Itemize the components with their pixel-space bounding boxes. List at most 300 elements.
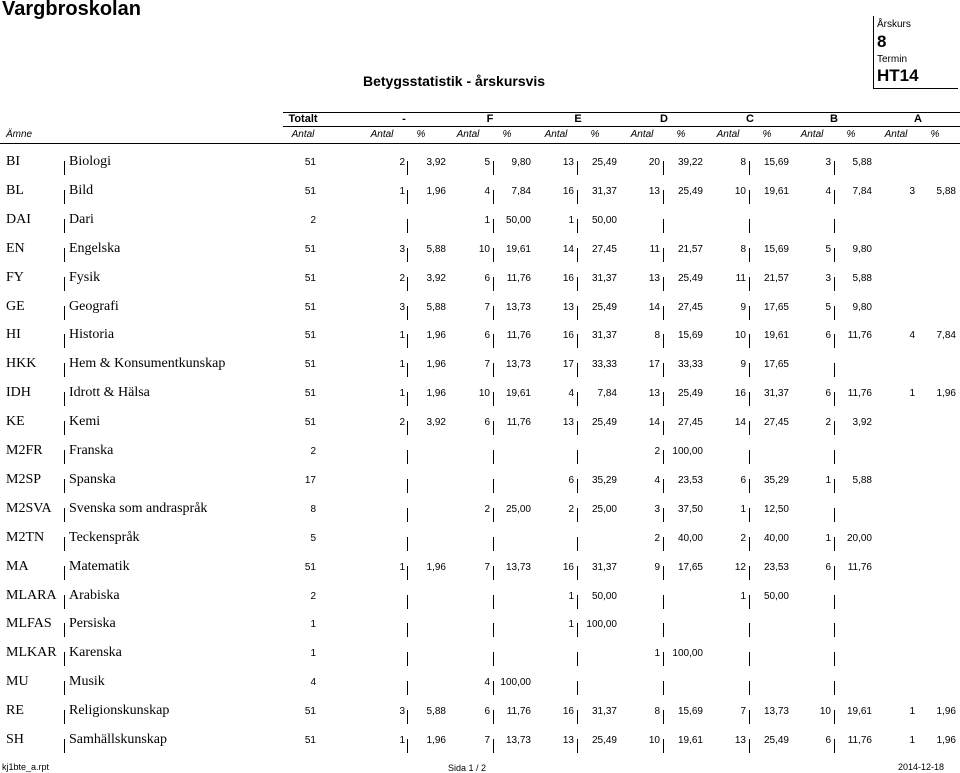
grade-count: 11: [649, 243, 660, 255]
row-separator: [834, 479, 835, 493]
grade-percent: 35,29: [763, 474, 789, 486]
row-separator: [834, 392, 835, 406]
row-separator: [749, 334, 750, 348]
row-total: 4: [310, 677, 316, 689]
row-separator: [749, 392, 750, 406]
grade-header-3: D: [660, 113, 668, 125]
grade-percent: 3,92: [426, 417, 446, 429]
grade-count: 9: [740, 359, 746, 371]
grade-count: 20: [648, 157, 660, 168]
grade-count: 8: [654, 330, 660, 342]
row-separator: [749, 623, 750, 637]
grade-percent: 11,76: [847, 330, 872, 342]
header-bottom-rule: [0, 143, 960, 144]
grade-percent: 40,00: [677, 532, 703, 544]
row-code: M2TN: [6, 529, 45, 545]
row-separator: [493, 537, 494, 551]
row-separator: [64, 623, 65, 637]
row-separator: [663, 710, 664, 724]
row-separator: [493, 652, 494, 666]
row-code: MLFAS: [6, 616, 52, 632]
grade-count: 9: [654, 561, 660, 573]
row-separator: [493, 450, 494, 464]
row-name: Arabiska: [69, 587, 120, 603]
row-total: 51: [304, 388, 316, 400]
grade-count: 1: [654, 648, 660, 660]
grade-percent: 1,96: [426, 185, 446, 197]
grade-count: 3: [909, 185, 915, 197]
row-total: 51: [304, 185, 316, 197]
row-separator: [834, 363, 835, 377]
row-separator: [577, 219, 578, 233]
grade-count: 1: [568, 214, 574, 226]
grade-count: 6: [825, 330, 831, 342]
grade-count: 2: [484, 503, 490, 515]
grade-count: 13: [562, 735, 574, 746]
year-value: 8: [877, 32, 887, 51]
grade-percent: 3,92: [426, 272, 446, 284]
grade-percent: 7,84: [852, 185, 872, 197]
row-separator: [493, 334, 494, 348]
grade-percent: 27,45: [591, 243, 617, 255]
row-separator: [493, 681, 494, 695]
row-separator: [663, 623, 664, 637]
grade-percent: 13,73: [505, 301, 531, 313]
row-code: IDH: [6, 385, 31, 401]
row-separator: [407, 421, 408, 435]
row-separator: [663, 566, 664, 580]
row-separator: [493, 363, 494, 377]
row-separator: [834, 190, 835, 204]
grade-count: 8: [654, 706, 660, 718]
grade-count: 7: [484, 301, 490, 313]
grade-count: 16: [734, 388, 746, 400]
row-name: Engelska: [69, 240, 121, 256]
row-total: 51: [304, 243, 316, 255]
row-separator: [749, 595, 750, 609]
row-name: Kemi: [69, 414, 101, 430]
grade-percent: 25,49: [591, 417, 617, 429]
row-name: Spanska: [69, 471, 116, 487]
grade-percent: 5,88: [852, 474, 872, 486]
row-code: MA: [6, 558, 29, 574]
count-header-3: Antal: [630, 129, 654, 140]
row-separator: [577, 566, 578, 580]
grade-count: 1: [909, 388, 915, 400]
grade-count: 8: [740, 243, 746, 255]
row-separator: [407, 306, 408, 320]
grade-percent: 13,73: [505, 561, 531, 573]
row-separator: [407, 739, 408, 753]
row-separator: [663, 479, 664, 493]
row-separator: [577, 739, 578, 753]
grade-header-6: A: [914, 113, 922, 125]
row-total: 2: [310, 590, 316, 602]
row-separator: [834, 710, 835, 724]
row-separator: [663, 248, 664, 262]
row-separator: [577, 161, 578, 175]
row-separator: [407, 566, 408, 580]
grade-count: 7: [484, 561, 490, 573]
row-separator: [407, 710, 408, 724]
row-separator: [493, 219, 494, 233]
grade-count: 10: [478, 388, 490, 400]
grade-count: 13: [734, 735, 746, 746]
subject-header: Ämne: [6, 129, 33, 140]
row-total: 51: [304, 330, 316, 342]
grade-count: 2: [399, 417, 405, 429]
row-name: Hem & Konsumentkunskap: [69, 356, 226, 372]
grade-percent: 25,49: [591, 157, 617, 168]
row-separator: [577, 537, 578, 551]
row-separator: [749, 161, 750, 175]
row-separator: [663, 450, 664, 464]
grade-count: 8: [740, 157, 746, 168]
row-separator: [64, 161, 65, 175]
row-total: 51: [304, 561, 316, 573]
grade-count: 16: [562, 185, 574, 197]
grade-percent: 11,76: [847, 388, 872, 400]
grade-count: 6: [484, 706, 490, 718]
row-name: Biologi: [69, 154, 112, 169]
row-name: Franska: [69, 443, 114, 458]
row-separator: [407, 479, 408, 493]
row-separator: [577, 363, 578, 377]
row-separator: [834, 595, 835, 609]
grade-percent: 12,50: [763, 503, 789, 515]
grade-percent: 23,53: [677, 474, 703, 486]
grade-percent: 1,96: [426, 388, 446, 400]
grade-percent: 19,61: [505, 243, 531, 255]
grade-count: 1: [568, 590, 574, 602]
row-separator: [749, 652, 750, 666]
row-total: 51: [304, 417, 316, 429]
row-total: 51: [304, 735, 316, 746]
grade-percent: 13,73: [505, 359, 531, 371]
grade-percent: 15,69: [763, 243, 789, 255]
row-separator: [407, 190, 408, 204]
row-separator: [749, 508, 750, 522]
grade-count: 3: [399, 301, 405, 313]
grade-percent: 9,80: [852, 243, 872, 255]
row-separator: [64, 277, 65, 291]
row-name: Teckenspråk: [69, 529, 140, 545]
row-separator: [64, 306, 65, 320]
row-separator: [749, 421, 750, 435]
grade-count: 17: [562, 359, 574, 371]
row-separator: [834, 681, 835, 695]
grade-count: 16: [562, 561, 574, 573]
grade-percent: 100,00: [672, 446, 703, 457]
grade-percent: 31,37: [591, 330, 617, 342]
row-separator: [407, 161, 408, 175]
grade-count: 4: [909, 330, 915, 342]
row-code: RE: [6, 703, 24, 719]
grade-count: 3: [825, 272, 831, 284]
row-total: 1: [310, 619, 316, 631]
row-separator: [493, 277, 494, 291]
grade-count: 1: [909, 735, 915, 746]
grade-percent: 100,00: [586, 619, 617, 631]
grade-count: 13: [562, 301, 574, 313]
grade-count: 10: [478, 243, 490, 255]
grade-percent: 35,29: [591, 474, 617, 486]
row-separator: [64, 595, 65, 609]
row-separator: [407, 248, 408, 262]
grade-percent: 31,37: [591, 561, 617, 573]
row-separator: [64, 190, 65, 204]
grade-percent: 17,65: [763, 359, 789, 371]
grade-percent: 31,37: [591, 706, 617, 718]
row-separator: [407, 681, 408, 695]
count-header-2: Antal: [544, 129, 568, 140]
percent-header-2: %: [590, 129, 600, 140]
row-code: M2SVA: [6, 500, 52, 516]
grade-percent: 37,50: [677, 503, 703, 515]
term-label: Termin: [877, 54, 908, 65]
row-separator: [64, 248, 65, 262]
grade-count: 5: [825, 301, 831, 313]
grade-count: 4: [568, 388, 574, 400]
row-separator: [64, 450, 65, 464]
row-separator: [493, 479, 494, 493]
grade-percent: 15,69: [677, 706, 703, 718]
count-header-5: Antal: [800, 129, 824, 140]
grade-count: 3: [399, 706, 405, 718]
row-separator: [407, 652, 408, 666]
grade-percent: 50,00: [763, 590, 789, 602]
row-separator: [663, 508, 664, 522]
grade-count: 1: [825, 474, 831, 486]
row-code: SH: [6, 732, 24, 747]
row-separator: [493, 566, 494, 580]
row-separator: [834, 161, 835, 175]
percent-header-6: %: [930, 129, 940, 140]
row-separator: [64, 566, 65, 580]
grade-header-0: -: [402, 113, 406, 125]
row-separator: [493, 248, 494, 262]
grade-percent: 11,76: [506, 330, 531, 342]
grade-percent: 20,00: [846, 532, 872, 544]
grade-count: 16: [562, 330, 574, 342]
grade-percent: 3,92: [852, 417, 872, 429]
row-separator: [577, 479, 578, 493]
row-separator: [749, 739, 750, 753]
grade-percent: 19,61: [677, 735, 703, 746]
grade-percent: 7,84: [936, 330, 956, 342]
row-separator: [493, 739, 494, 753]
grade-count: 4: [484, 185, 490, 197]
row-code: KE: [6, 414, 25, 430]
row-total: 1: [310, 648, 316, 660]
grade-count: 3: [399, 243, 405, 255]
row-code: HI: [6, 327, 21, 343]
total-count-header: Antal: [291, 129, 315, 140]
grade-percent: 1,96: [426, 561, 446, 573]
row-total: 5: [310, 532, 316, 544]
grade-percent: 1,96: [426, 359, 446, 371]
row-separator: [749, 566, 750, 580]
grade-percent: 1,96: [936, 735, 956, 746]
row-total: 2: [310, 214, 316, 226]
row-separator: [749, 306, 750, 320]
row-total: 2: [310, 446, 316, 457]
grade-count: 4: [654, 474, 660, 486]
row-separator: [407, 334, 408, 348]
row-separator: [407, 219, 408, 233]
row-total: 17: [304, 474, 316, 486]
row-name: Fysik: [69, 269, 101, 285]
grade-count: 6: [825, 388, 831, 400]
grade-count: 5: [484, 157, 490, 168]
grade-percent: 27,45: [763, 417, 789, 429]
row-name: Religionskunskap: [69, 703, 170, 719]
row-separator: [577, 421, 578, 435]
row-total: 51: [304, 706, 316, 718]
row-separator: [407, 450, 408, 464]
header-mid-rule: [283, 126, 960, 127]
grade-header-5: B: [830, 113, 838, 125]
row-separator: [577, 190, 578, 204]
grade-count: 1: [740, 503, 746, 515]
grade-percent: 25,49: [591, 735, 617, 746]
grade-count: 1: [568, 619, 574, 631]
grade-percent: 5,88: [426, 301, 446, 313]
grade-percent: 11,76: [506, 417, 531, 429]
school-name: Vargbroskolan: [2, 0, 141, 20]
grade-count: 6: [484, 417, 490, 429]
total-header: Totalt: [288, 113, 318, 125]
grade-count: 14: [648, 301, 660, 313]
row-separator: [834, 248, 835, 262]
grade-header-1: F: [486, 113, 494, 125]
grade-percent: 17,65: [763, 301, 789, 313]
row-separator: [577, 450, 578, 464]
row-separator: [64, 739, 65, 753]
row-separator: [834, 334, 835, 348]
row-separator: [663, 306, 664, 320]
row-separator: [64, 710, 65, 724]
row-separator: [749, 681, 750, 695]
row-separator: [577, 306, 578, 320]
grade-percent: 5,88: [426, 243, 446, 255]
row-separator: [493, 392, 494, 406]
row-separator: [749, 277, 750, 291]
grade-percent: 19,61: [763, 330, 789, 342]
grade-percent: 31,37: [591, 272, 617, 284]
row-separator: [407, 363, 408, 377]
row-separator: [407, 537, 408, 551]
grade-percent: 1,96: [426, 330, 446, 342]
grade-percent: 13,73: [505, 735, 531, 746]
grade-count: 2: [825, 417, 831, 429]
grade-count: 1: [399, 330, 405, 342]
grade-percent: 50,00: [591, 590, 617, 602]
footer-date: 2014-12-18: [898, 762, 945, 772]
row-name: Karenska: [69, 645, 122, 661]
grade-percent: 50,00: [591, 214, 617, 226]
grade-percent: 5,88: [852, 157, 872, 168]
percent-header-3: %: [676, 129, 686, 140]
grade-count: 10: [648, 735, 660, 746]
row-separator: [749, 450, 750, 464]
grade-percent: 31,37: [763, 388, 789, 400]
row-separator: [663, 277, 664, 291]
grade-percent: 1,96: [426, 735, 446, 746]
row-code: FY: [6, 269, 24, 285]
row-separator: [663, 161, 664, 175]
row-total: 51: [304, 157, 316, 168]
row-separator: [834, 566, 835, 580]
row-separator: [749, 248, 750, 262]
row-code: MLKAR: [6, 645, 57, 661]
row-separator: [834, 508, 835, 522]
grade-percent: 33,33: [591, 359, 617, 371]
grade-count: 7: [484, 735, 490, 746]
grade-count: 2: [654, 446, 660, 457]
grade-count: 6: [740, 474, 746, 486]
grade-percent: 100,00: [500, 677, 531, 689]
grade-count: 16: [562, 272, 574, 284]
grade-header-4: C: [746, 113, 754, 125]
grade-percent: 1,96: [936, 706, 956, 718]
row-name: Samhällskunskap: [69, 732, 167, 747]
grade-count: 12: [734, 561, 746, 573]
count-header-4: Antal: [716, 129, 740, 140]
grade-percent: 11,76: [506, 272, 531, 284]
grade-percent: 25,49: [677, 388, 703, 400]
row-total: 51: [304, 272, 316, 284]
grade-count: 1: [909, 706, 915, 718]
row-separator: [493, 710, 494, 724]
row-separator: [834, 277, 835, 291]
grade-percent: 21,57: [677, 243, 703, 255]
grade-percent: 33,33: [677, 359, 703, 371]
year-term-box: [873, 16, 958, 89]
row-separator: [834, 219, 835, 233]
report-title: Betygsstatistik - årskursvis: [363, 73, 546, 89]
grade-count: 13: [562, 417, 574, 429]
grade-count: 1: [399, 561, 405, 573]
row-code: GE: [6, 298, 25, 314]
row-separator: [64, 537, 65, 551]
row-separator: [749, 710, 750, 724]
grade-percent: 31,37: [591, 185, 617, 197]
row-separator: [577, 392, 578, 406]
row-code: M2SP: [6, 471, 42, 487]
row-separator: [749, 363, 750, 377]
row-separator: [493, 306, 494, 320]
row-separator: [663, 652, 664, 666]
row-code: BL: [6, 182, 24, 198]
row-separator: [577, 248, 578, 262]
grade-percent: 50,00: [505, 214, 531, 226]
grade-percent: 27,45: [677, 301, 703, 313]
row-separator: [407, 623, 408, 637]
grade-count: 13: [562, 157, 574, 168]
grade-count: 5: [825, 243, 831, 255]
row-separator: [407, 508, 408, 522]
grade-percent: 7,84: [597, 388, 617, 400]
row-separator: [493, 623, 494, 637]
row-separator: [493, 190, 494, 204]
row-separator: [64, 508, 65, 522]
grade-count: 6: [484, 272, 490, 284]
grade-count: 1: [825, 532, 831, 544]
row-separator: [577, 623, 578, 637]
row-separator: [834, 450, 835, 464]
grade-count: 2: [399, 157, 405, 168]
